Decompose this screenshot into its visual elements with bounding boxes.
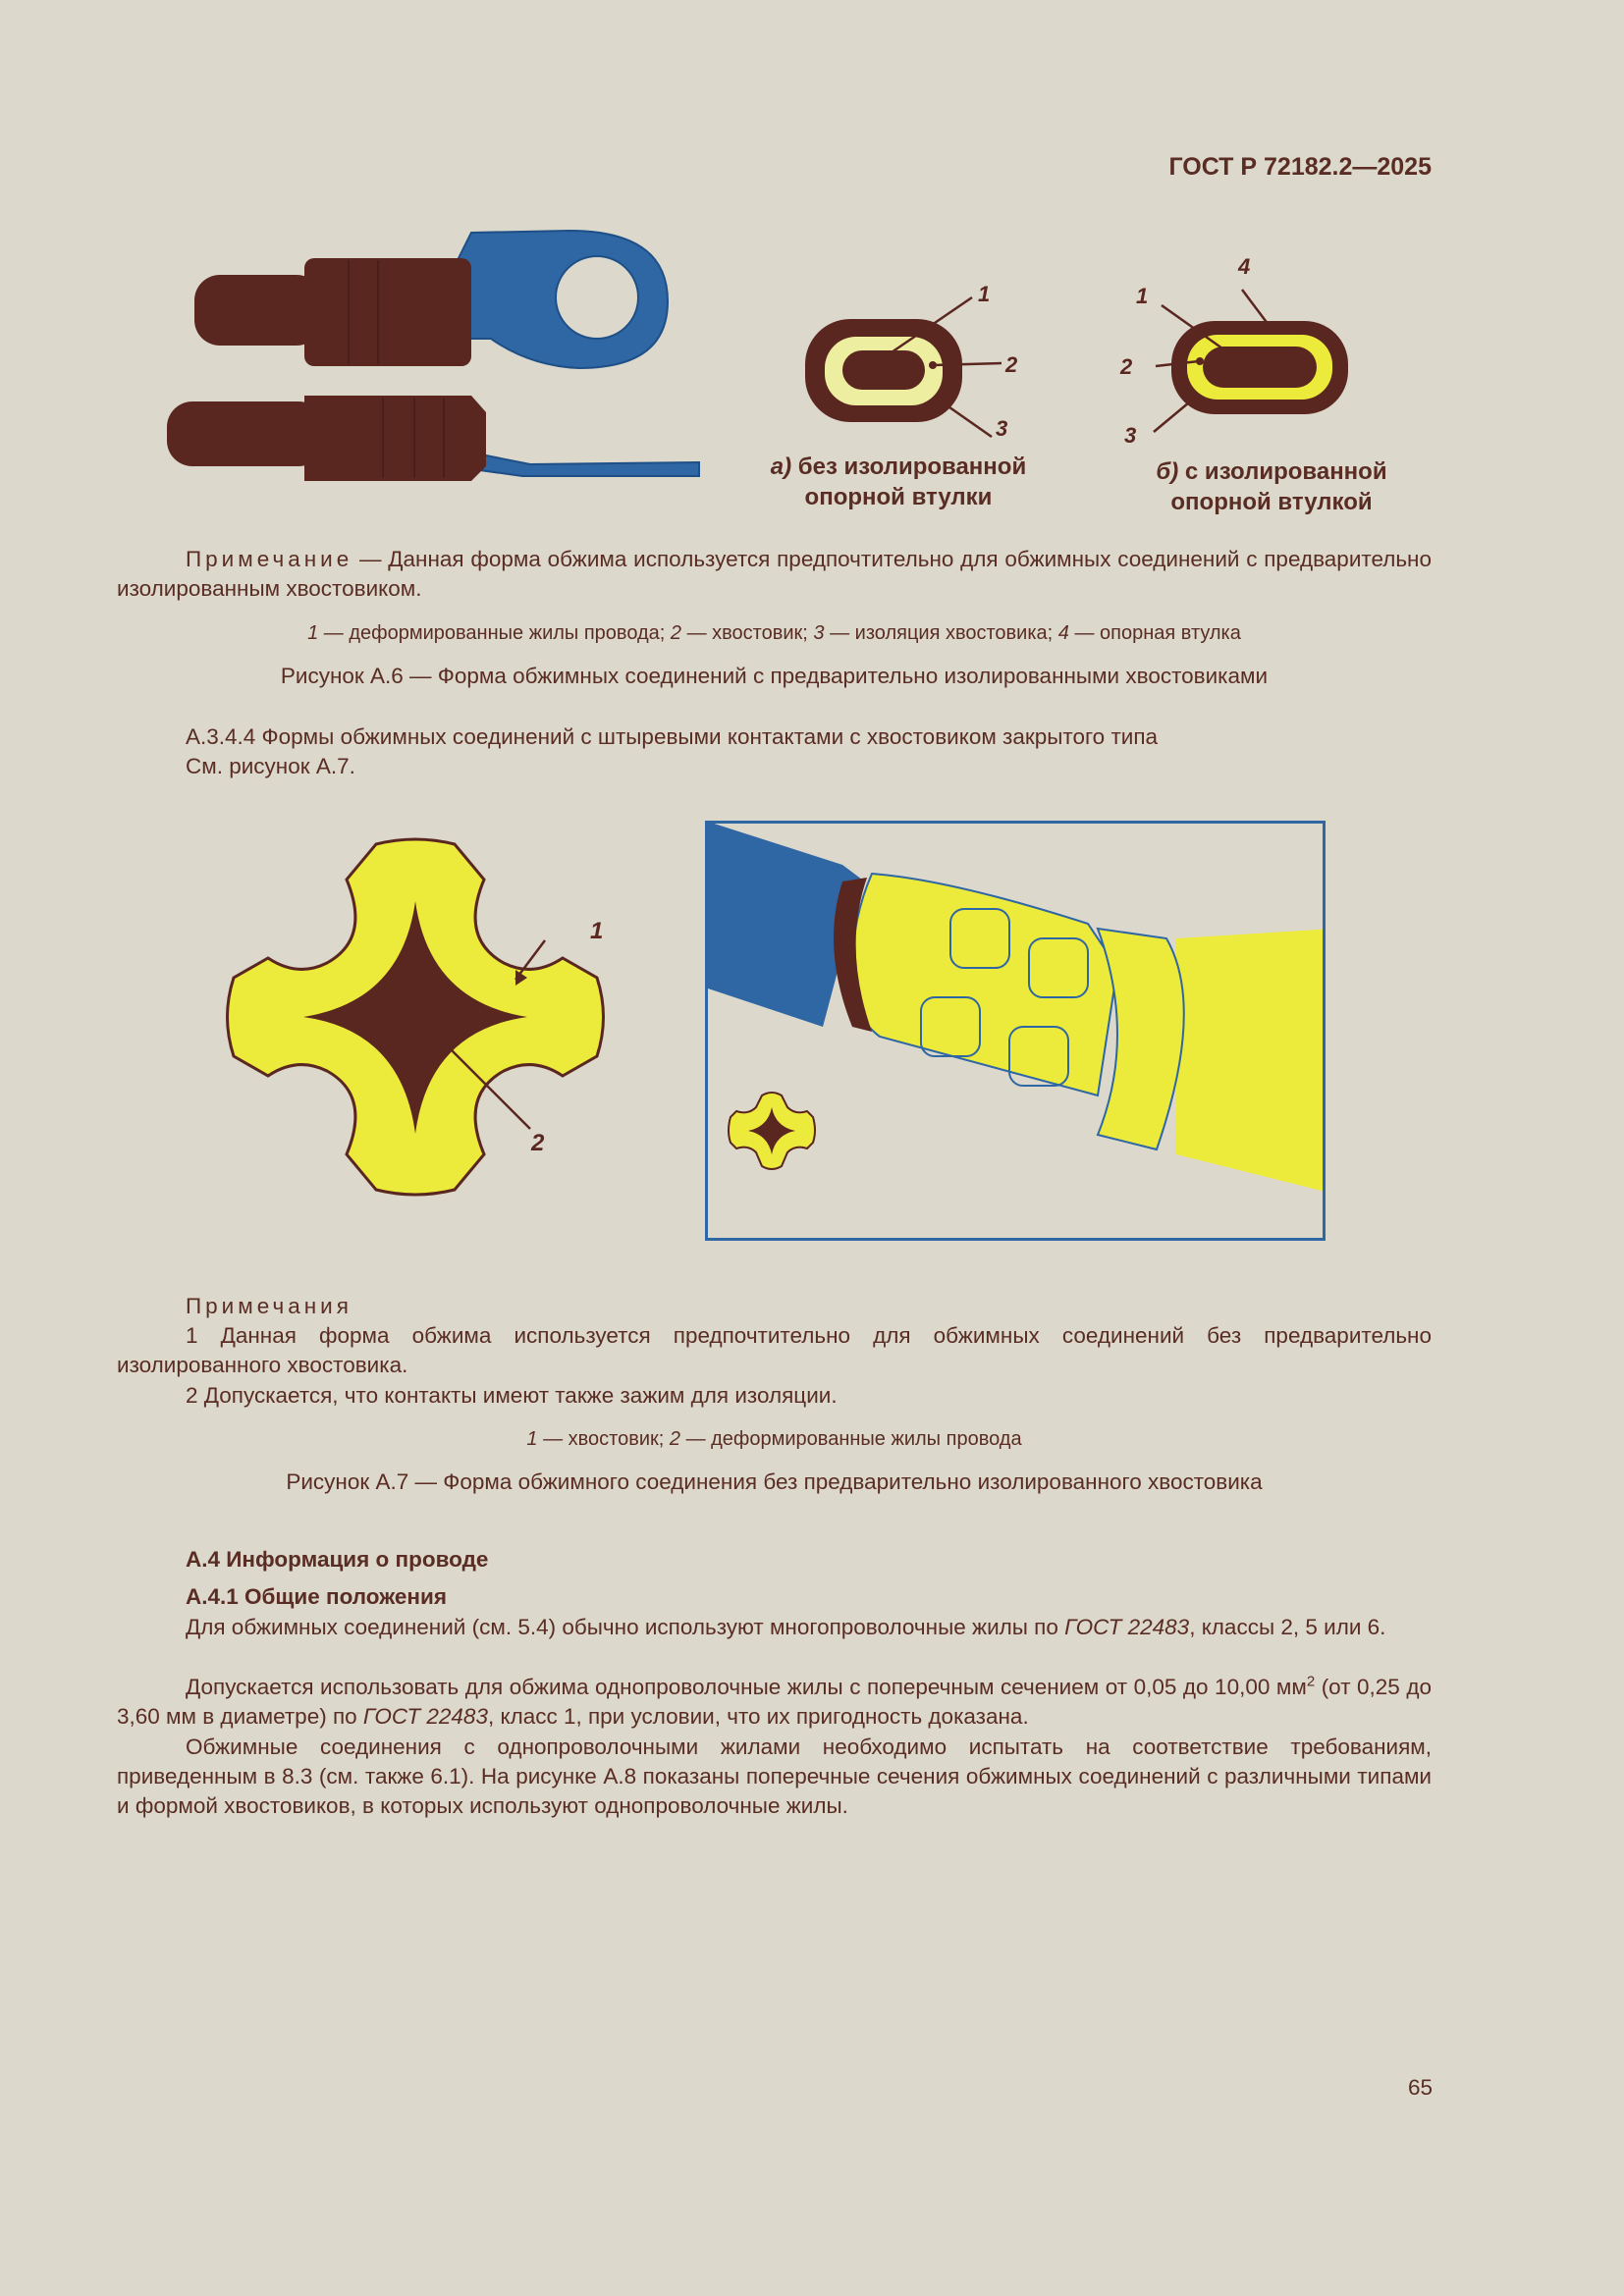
figure-a7-notes-label: Примечания bbox=[186, 1294, 352, 1318]
caption-a: а) без изолированной опорной втулки bbox=[770, 454, 1027, 510]
label-2: 2 bbox=[531, 1130, 545, 1156]
ring-terminal-sleeve bbox=[304, 258, 471, 366]
figure-a7-cross bbox=[221, 834, 633, 1207]
caption-b: б) с изолированной опорной втулкой bbox=[1156, 458, 1387, 515]
section-a344-ref: См. рисунок А.7. bbox=[186, 754, 355, 778]
section-b-strands bbox=[1203, 347, 1317, 388]
blade-terminal-sleeve bbox=[304, 396, 486, 481]
figure-a6-legend: 1 — деформированные жилы провода; 2 — хвостовик; 3 — изоляция хвостовика; 4 — опорная втулка bbox=[307, 622, 1241, 644]
label-1: 1 bbox=[978, 282, 991, 306]
crimp-strands bbox=[303, 901, 527, 1134]
section-a41-paragraph-2: Допускается использовать для обжима однопроволочные жилы с поперечным сечением от 0,05 до 10,00 $мм^2$ (от 0,25 до 3,60 мм в диаметре) по ГОСТ 22483, класс 1, при условии, что их пригодность доказана. bbox=[117, 1673, 1432, 1729]
figure-a6-terminals bbox=[157, 221, 717, 486]
page-number: 65 bbox=[1407, 2075, 1433, 2100]
cross-section-b bbox=[1114, 250, 1370, 447]
figure-a6-note: Примечание — Данная форма обжима используется предпочтительно для обжимных соединений с предварительно изолированным хвостовиком. bbox=[117, 547, 1432, 601]
standard-number: ГОСТ Р 72182.2—2025 bbox=[1168, 153, 1432, 181]
figure-a7-legend: 1 — хвостовик; 2 — деформированные жилы провода bbox=[526, 1428, 1022, 1450]
figure-a7-note2: 2 Допускается, что контакты имеют также зажим для изоляции. bbox=[186, 1383, 838, 1408]
section-a41-heading: А.4.1 Общие положения bbox=[186, 1584, 447, 1609]
ring-terminal-wire bbox=[194, 275, 322, 346]
label-4: 4 bbox=[1238, 254, 1251, 279]
section-a4-heading: А.4 Информация о проводе bbox=[186, 1547, 489, 1572]
label-2: 2 bbox=[1005, 352, 1018, 377]
blade-terminal-wire bbox=[167, 401, 324, 466]
figure-a7-title: Рисунок А.7 — Форма обжимного соединения без предварительно изолированного хвостовика bbox=[286, 1469, 1263, 1494]
ring-hole bbox=[556, 256, 638, 339]
section-a41-paragraph-1: Для обжимных соединений (см. 5.4) обычно используют многопроволочные жилы по ГОСТ 22483, классы 2, 5 или 6. bbox=[186, 1615, 1386, 1639]
label-1: 1 bbox=[590, 918, 604, 944]
section-a-strands bbox=[842, 350, 925, 390]
figure-a7-note1: 1 Данная форма обжима используется предпочтительно для обжимных соединений без предварительно изолированного хвостовика. bbox=[117, 1323, 1432, 1377]
label-2: 2 bbox=[1120, 354, 1133, 379]
section-a344-heading: А.3.4.4 Формы обжимных соединений с штыревыми контактами с хвостовиком закрытого типа bbox=[186, 724, 1159, 749]
label-3: 3 bbox=[996, 416, 1008, 441]
pin-wire-yellow bbox=[1176, 929, 1326, 1194]
label-1: 1 bbox=[1136, 284, 1149, 308]
section-a41-paragraph-3: Обжимные соединения с однопроволочными жилами необходимо испытать на соответствие требованиям, приведенным в 8.3 (см. также 6.1). На рисунке А.8 показаны поперечные сечения обжимных соединений с различными типами и формой хвостовиков, в которых используют однопроволочные жилы. bbox=[117, 1735, 1432, 1818]
figure-a7-pin-contact bbox=[705, 821, 1326, 1241]
blade-terminal-tongue bbox=[452, 449, 699, 476]
label-3: 3 bbox=[1124, 423, 1137, 447]
figure-a6-title: Рисунок А.6 — Форма обжимных соединений с предварительно изолированными хвостовиками bbox=[280, 664, 1269, 688]
cross-section-a bbox=[795, 270, 1051, 447]
